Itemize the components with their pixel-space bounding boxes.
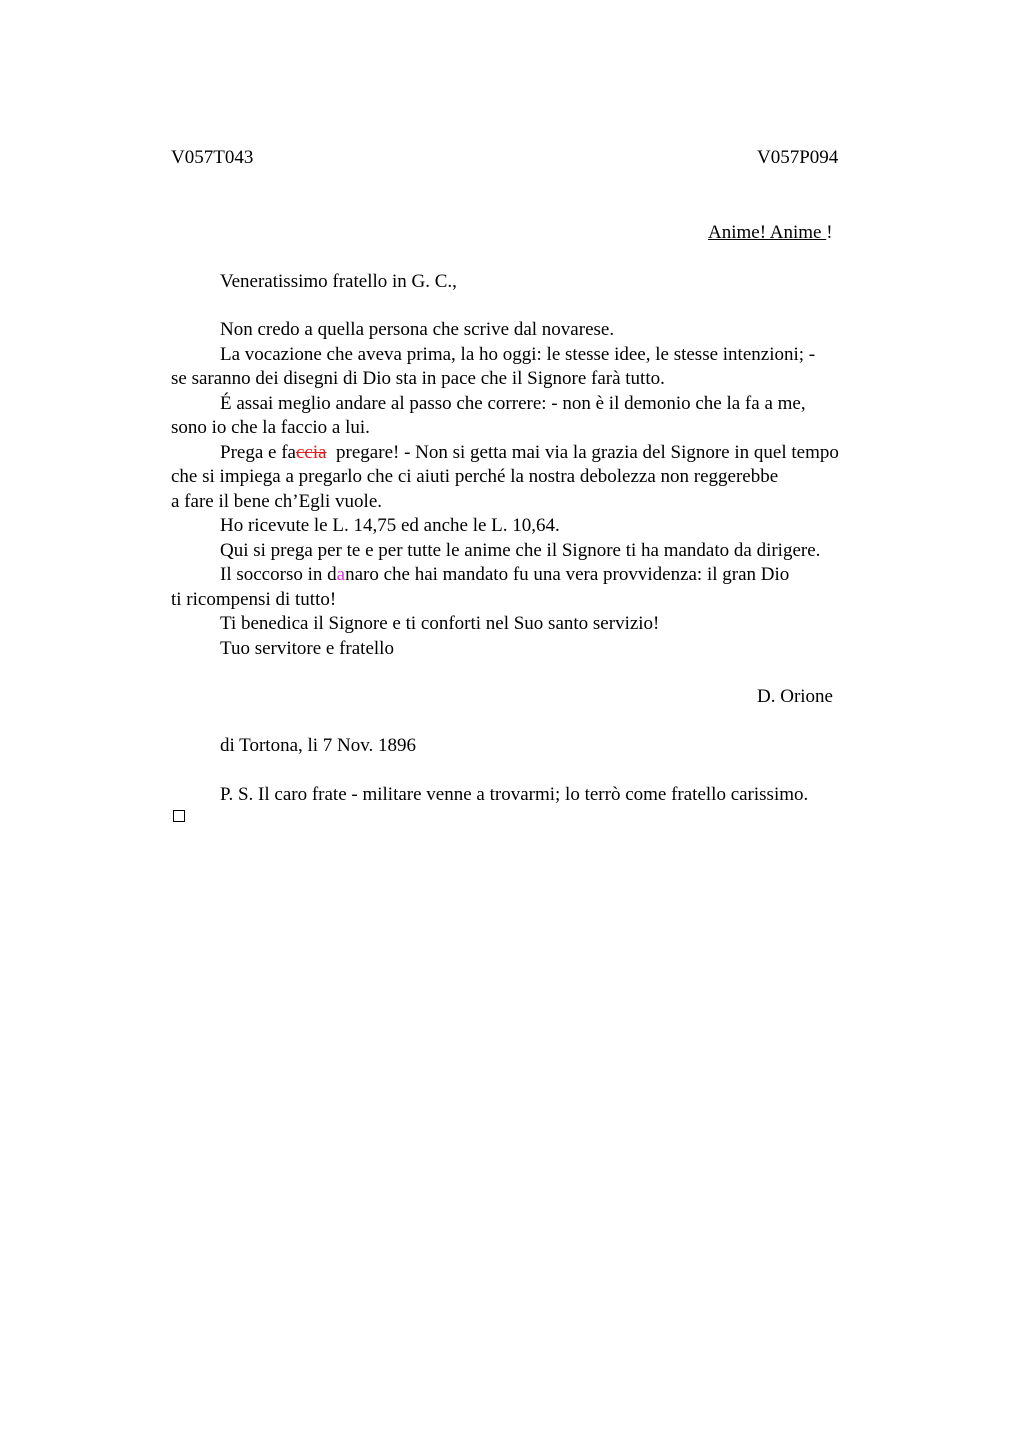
- paragraph-line: a fare il bene ch’Egli vuole.: [171, 490, 383, 512]
- signature: D. Orione: [757, 686, 833, 707]
- paragraph-line: Non credo a quella persona che scrive dal novarese.: [220, 319, 615, 340]
- motto-tail: !: [826, 222, 833, 243]
- paragraph-line: É assai meglio andare al passo che correre: - non è il demonio che la fa a me,: [220, 392, 806, 414]
- text-segment: naro che hai mandato fu una vera provvidenza: il gran Dio: [345, 564, 790, 585]
- deleted-text: ccia: [295, 441, 327, 463]
- letter-body: [171, 318, 911, 661]
- salutation: Veneratissimo fratello in G. C.,: [220, 271, 457, 292]
- dateline: di Tortona, li 7 Nov. 1896: [220, 735, 417, 756]
- paragraph-line: che si impiega a pregarlo che ci aiuti perché la nostra debolezza non reggerebbe: [171, 466, 779, 487]
- paragraph-line: La vocazione che aveva prima, la ho oggi: le stesse idee, le stesse intenzioni; -: [220, 343, 816, 365]
- paragraph-line: [171, 441, 911, 466]
- paragraph-line: Ti benedica il Signore e ti conforti nel Suo santo servizio!: [220, 613, 660, 634]
- text-segment: pregare! - Non si getta mai via la grazia del Signore in quel tempo: [326, 441, 839, 463]
- paragraph-line: Qui si prega per te e per tutte le anime che il Signore ti ha mandato da dirigere.: [220, 539, 821, 561]
- paragraph-line: [171, 563, 911, 588]
- paragraph-line: sono io che la faccio a lui.: [171, 417, 370, 438]
- postscript: P. S. Il caro frate - militare venne a trovarmi; lo terrò come fratello carissimo.: [220, 784, 809, 805]
- inserted-text: a: [336, 564, 346, 585]
- empty-square-icon: [173, 810, 185, 822]
- text-segment: Prega e fa: [220, 441, 296, 463]
- document-code-left: V057T043: [171, 147, 254, 168]
- paragraph-line: Tuo servitore e fratello: [220, 637, 394, 659]
- text-segment: Il soccorso in d: [220, 564, 337, 585]
- motto-underlined: Anime! Anime: [708, 222, 827, 243]
- document-code-right: V057P094: [757, 147, 839, 168]
- paragraph-line: ti ricompensi di tutto!: [171, 588, 337, 610]
- paragraph-line: Ho ricevute le L. 14,75 ed anche le L. 10,64.: [220, 515, 560, 536]
- paragraph-line: se saranno dei disegni di Dio sta in pace che il Signore farà tutto.: [171, 368, 665, 389]
- motto: [708, 221, 833, 245]
